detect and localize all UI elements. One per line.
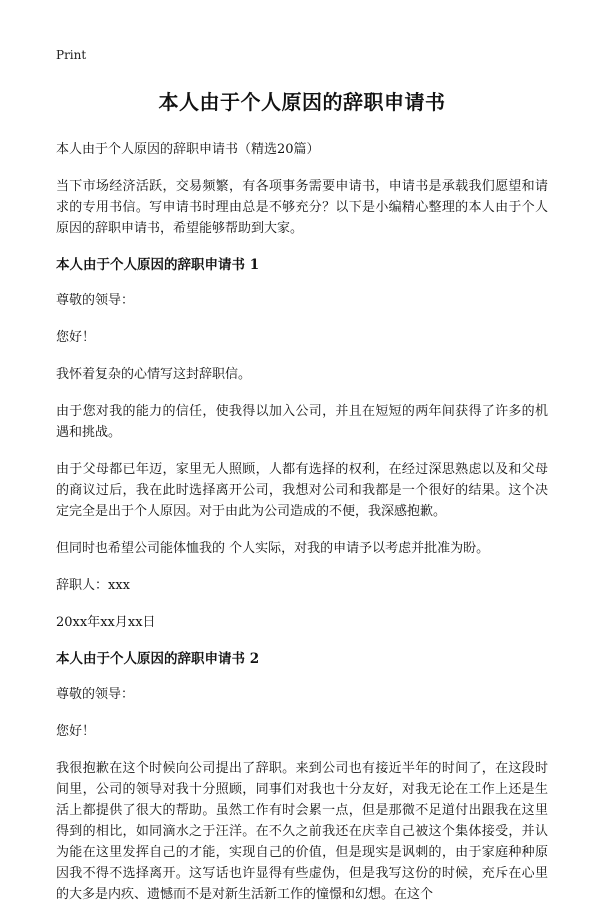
salutation: 尊敬的领导： bbox=[56, 293, 135, 308]
section-heading: 本人由于个人原因的辞职申请书 2 bbox=[56, 651, 260, 667]
body-paragraph: 但同时也希望公司能体恤我的 个人实际，对我的申请予以考虑并批准为盼。 bbox=[56, 541, 490, 556]
body-paragraph: 由于您对我的能力的信任，使我得以加入公司，并且在短短的两年间获得了许多的机遇和挑战。 bbox=[56, 404, 548, 440]
greeting: 您好！ bbox=[56, 724, 96, 739]
salutation: 尊敬的领导： bbox=[56, 687, 135, 702]
intro-paragraph: 当下市场经济活跃，交易频繁，有各项事务需要申请书，申请书是承载我们愿望和请求的专用书信。写申请书时理由总是不够充分？以下是小编精心整理的本人由于个人原因的辞职申请书，希望能够帮助到大家。 bbox=[56, 179, 548, 236]
section-heading: 本人由于个人原因的辞职申请书 1 bbox=[56, 257, 260, 273]
body-paragraph: 我怀着复杂的心情写这封辞职信。 bbox=[56, 367, 252, 382]
body-paragraph: 我很抱歉在这个时候向公司提出了辞职。来到公司也有接近半年的时间了，在这段时间里，公司的领导对我十分照顾，同事们对我也十分友好，对我无论在工作上还是生活上都提供了很大的帮助。虽然工作有时会累一点，但是那微不足道付出跟我在这里得到的相比，如同滴水之于汪洋。在不久之前我还在庆幸自己被这个集体接受，并认为能在这里发挥自己的才能，实现自己的价值，但是现实是讽刺的，由于家庭种种原因我不得不选择离开。这写话也许显得有些虚伪，但是我写这份的时候，充斥在心里的大多是内疚、遗憾而不是对新生活新工作的憧憬和幻想。在这个 bbox=[56, 761, 548, 902]
signature-line: 辞职人：xxx bbox=[56, 578, 130, 593]
body-paragraph: 由于父母都已年迈，家里无人照顾，人都有选择的权利，在经过深思熟虑以及和父母的商议过后，我在此时选择离开公司，我想对公司和我都是一个很好的结果。这个决定完全是出于个人原因。对于由此为公司造成的不便，我深感抱歉。 bbox=[56, 462, 548, 519]
print-link[interactable]: Print bbox=[56, 48, 87, 62]
document-subtitle: 本人由于个人原因的辞职申请书（精选20篇） bbox=[56, 142, 320, 157]
date-line: 20xx年xx月xx日 bbox=[56, 615, 156, 630]
page-title: 本人由于个人原因的辞职申请书 bbox=[158, 90, 446, 114]
greeting: 您好！ bbox=[56, 330, 96, 345]
